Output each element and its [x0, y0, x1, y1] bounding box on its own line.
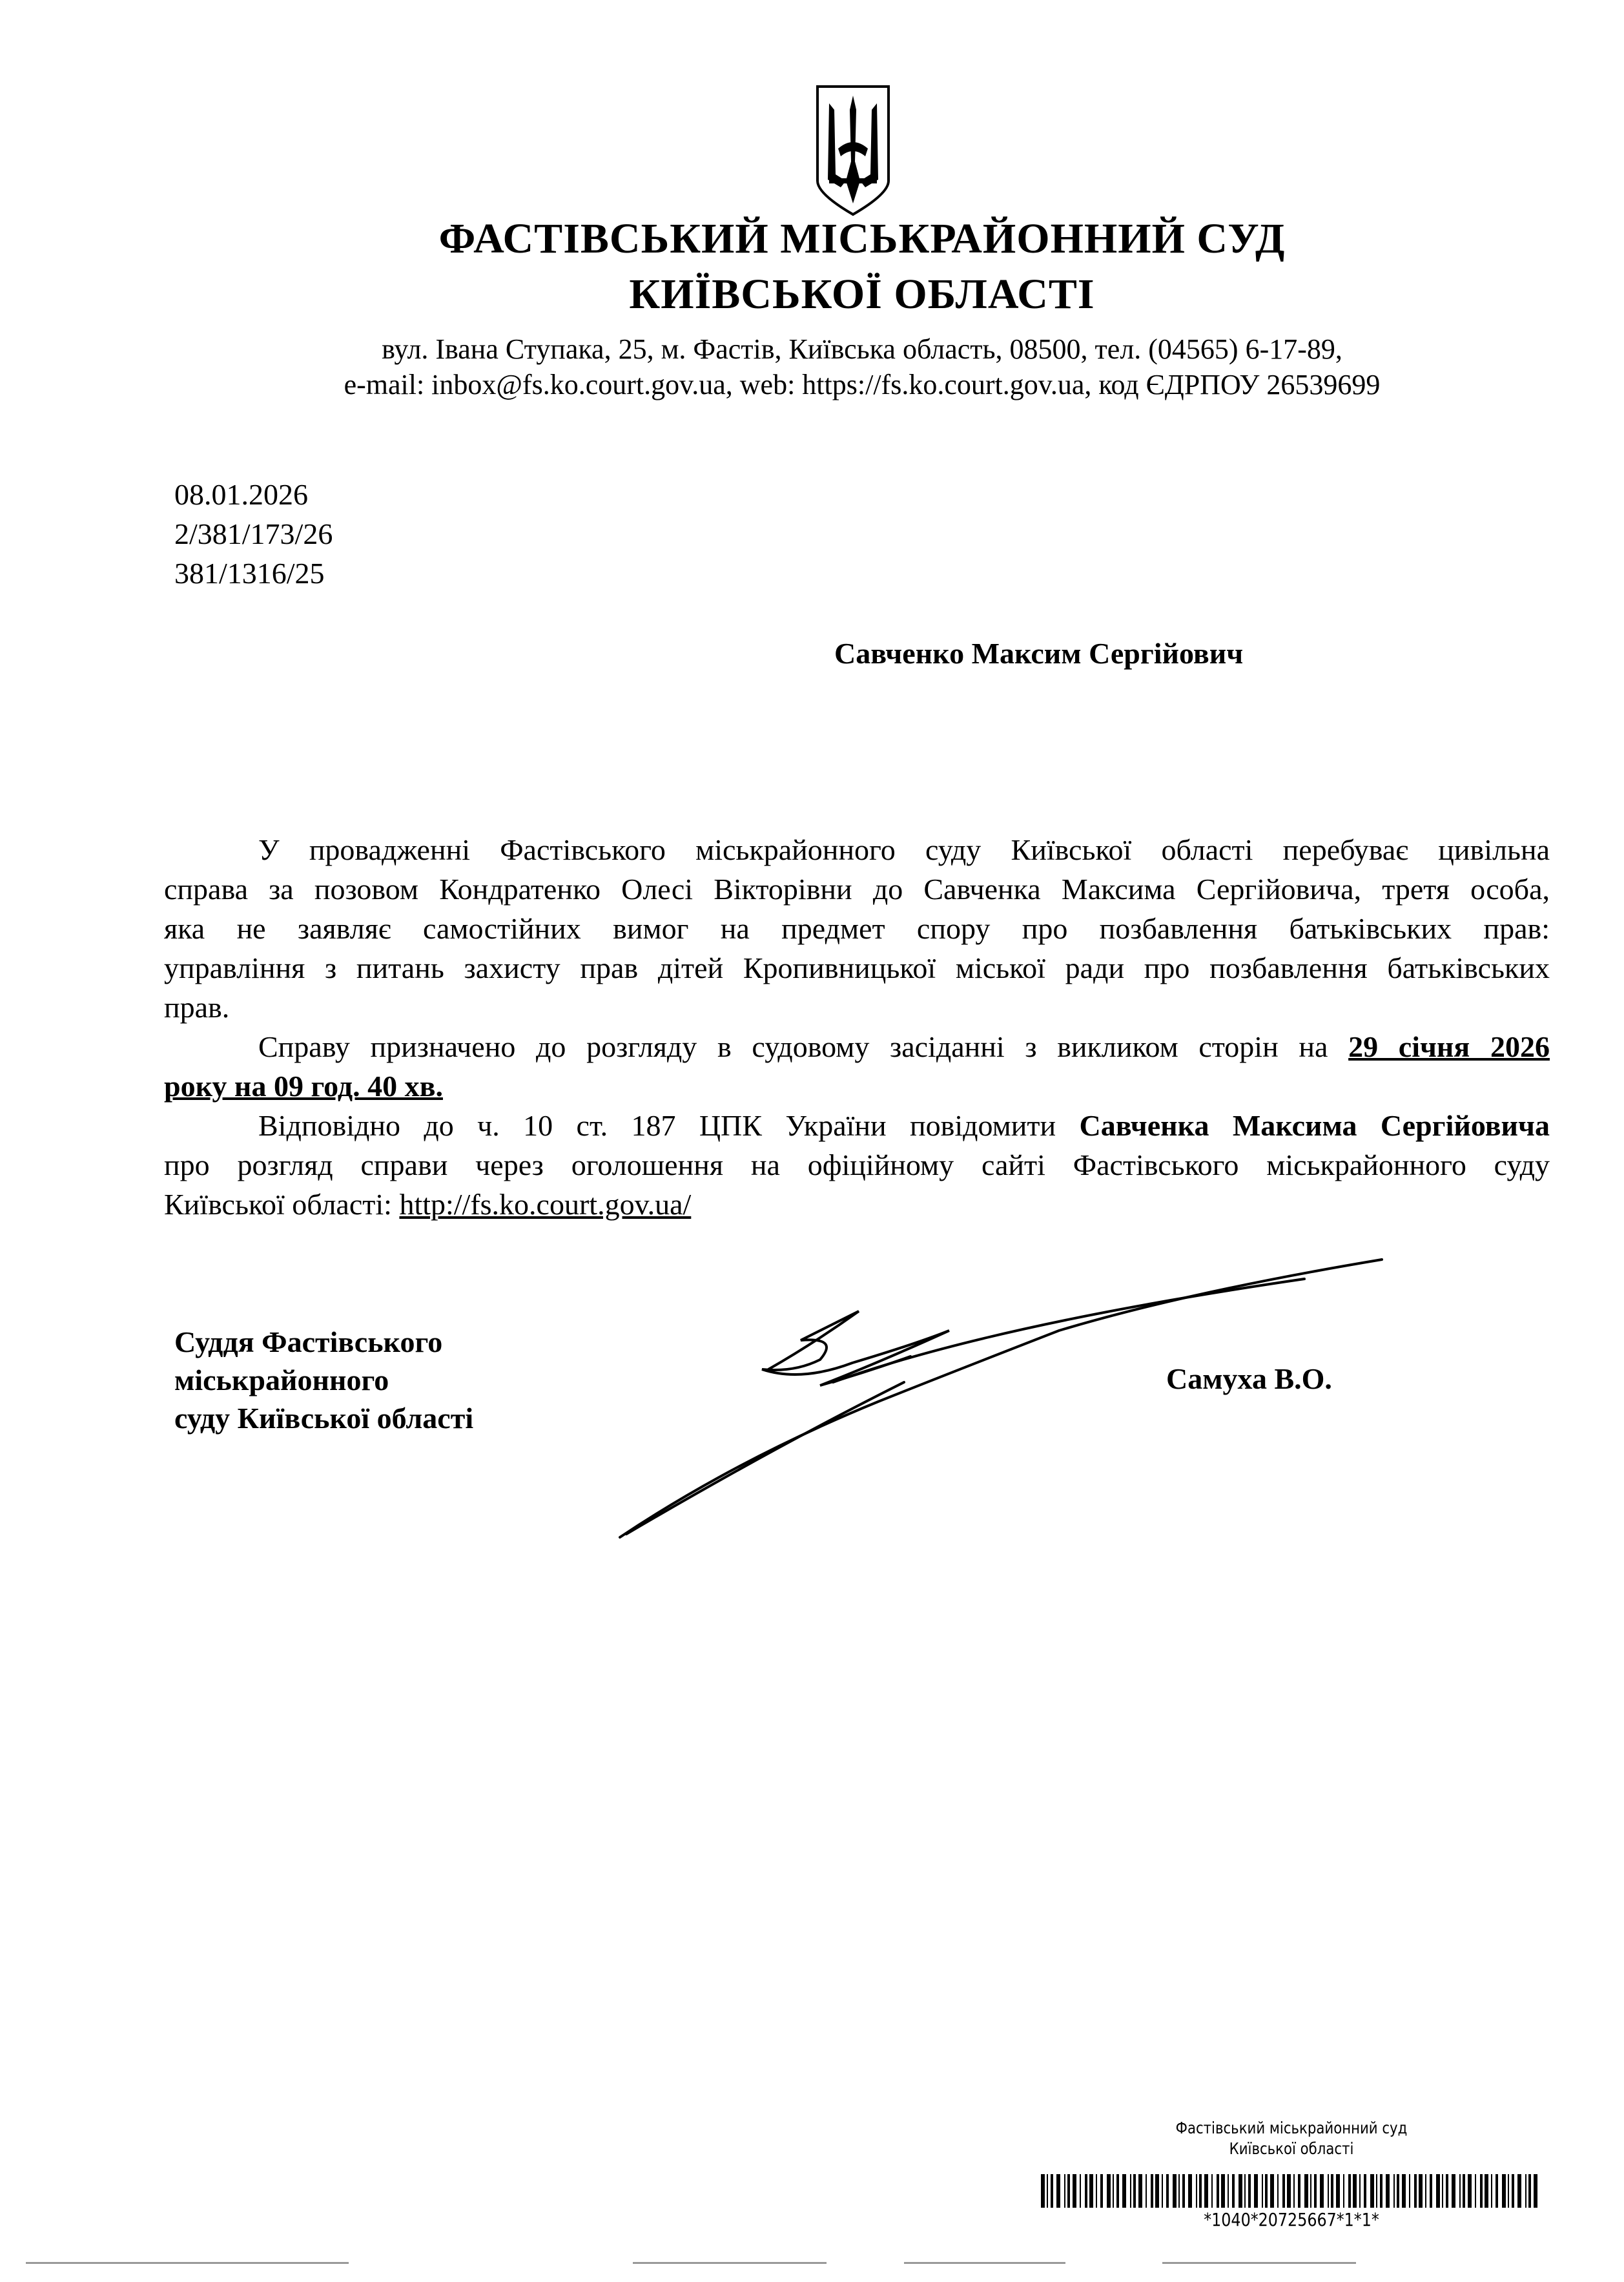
- barcode-bar: [1463, 2174, 1465, 2208]
- barcode-bar: [1080, 2174, 1081, 2208]
- barcode-bar: [1204, 2174, 1208, 2208]
- barcode-bar: [1262, 2174, 1263, 2208]
- barcode-bar: [1336, 2174, 1340, 2208]
- barcode-bar: [1328, 2174, 1329, 2208]
- court-region: КИЇВСЬКОЇ ОБЛАСТІ: [629, 271, 1095, 318]
- barcode-bar: [1199, 2174, 1202, 2208]
- barcode-bar: [1359, 2174, 1361, 2208]
- barcode-bar: [1282, 2174, 1285, 2208]
- barcode-bar: [1116, 2174, 1119, 2208]
- body-line: про розгляд справи через оголошення на офіційному сайті Фастівського міськрайонного суду: [164, 1148, 1550, 1181]
- hearing-text: Справу призначено до розгляду в судовому засіданні з викликом сторін на: [258, 1030, 1328, 1063]
- barcode-bar: [1239, 2174, 1242, 2208]
- barcode-bar: [1402, 2174, 1406, 2208]
- scan-artifact-line: [1162, 2262, 1356, 2264]
- court-website-link[interactable]: http://fs.ko.court.gov.ua/: [399, 1188, 692, 1221]
- court-name: ФАСТІВСЬКИЙ МІСЬКРАЙОННИЙ СУД: [438, 215, 1286, 262]
- barcode-bar: [1343, 2174, 1344, 2208]
- body-line: [164, 1027, 1550, 1066]
- barcode-bar: [1146, 2174, 1147, 2208]
- barcode-bar: [1496, 2174, 1498, 2208]
- coat-of-arms-icon: [815, 84, 891, 216]
- barcode-bar: [1502, 2174, 1506, 2208]
- barcode-icon: [1041, 2174, 1543, 2208]
- region-text: Київської області:: [164, 1188, 392, 1221]
- barcode-bar: [1376, 2174, 1377, 2208]
- barcode-bar: [1041, 2174, 1045, 2208]
- body-line: яка не заявляє самостійних вимог на предмет спору про позбавлення батьківських прав:: [164, 912, 1550, 945]
- barcode-bar: [1287, 2174, 1291, 2208]
- barcode-bar: [1138, 2174, 1142, 2208]
- barcode-bar: [1409, 2174, 1410, 2208]
- scan-artifact-line: [26, 2262, 349, 2264]
- barcode-bar: [1089, 2174, 1093, 2208]
- barcode-bar: [1056, 2174, 1060, 2208]
- barcode-bar: [1364, 2174, 1366, 2208]
- barcode-bar: [1051, 2174, 1053, 2208]
- letter-body: [164, 830, 1550, 1224]
- barcode-bar: [1528, 2174, 1531, 2208]
- body-line: [164, 1185, 1550, 1224]
- scan-artifact-line: [904, 2262, 1065, 2264]
- court-address: вул. Івана Ступака, 25, м. Фастів, Київська область, 08500, тел. (04565) 6-17-89,: [382, 333, 1342, 365]
- barcode-bar: [1442, 2174, 1443, 2208]
- barcode-bar: [1151, 2174, 1153, 2208]
- court-contacts: e-mail: inbox@fs.ko.court.gov.ua, web: https://fs.ko.court.gov.ua, код ЄДРПОУ 26539699: [344, 369, 1381, 400]
- barcode-bar: [1182, 2174, 1185, 2208]
- barcode-bar: [1485, 2174, 1488, 2208]
- barcode-bar: [1430, 2174, 1432, 2208]
- body-line: [164, 1106, 1550, 1145]
- barcode-bar: [1085, 2174, 1087, 2208]
- handwritten-signature: [607, 1253, 1401, 1550]
- position-line: Суддя Фастівського: [174, 1325, 443, 1358]
- barcode-bar: [1196, 2174, 1197, 2208]
- barcode-bar: [1314, 2174, 1317, 2208]
- barcode-bar: [1446, 2174, 1448, 2208]
- addressee: Савченко Максим Сергійович: [834, 637, 1244, 670]
- barcode-bar: [1228, 2174, 1229, 2208]
- barcode-bar: [1436, 2174, 1440, 2208]
- barcode-bar: [1100, 2174, 1103, 2208]
- stamp-court-region: Київської області: [1229, 2139, 1354, 2158]
- body-line: справа за позовом Кондратенко Олесі Вікторівни до Савченка Максима Сергійовича, третя особа,: [164, 873, 1550, 906]
- case-number: 381/1316/25: [174, 557, 325, 590]
- stamp-court-name: Фастівський міськрайонний суд: [1175, 2119, 1408, 2137]
- barcode-bar: [1270, 2174, 1274, 2208]
- document-refs: [174, 475, 333, 593]
- barcode-bar: [1491, 2174, 1492, 2208]
- barcode-bar: [1232, 2174, 1235, 2208]
- barcode-bar: [1107, 2174, 1111, 2208]
- hearing-date: 29 січня 2026: [1348, 1030, 1550, 1063]
- barcode-bar: [1166, 2174, 1169, 2208]
- barcode-bar: [1534, 2174, 1537, 2208]
- barcode-bar: [1304, 2174, 1308, 2208]
- position-line: міськрайонного: [174, 1364, 389, 1396]
- barcode-bar: [1277, 2174, 1279, 2208]
- barcode-bar: [1188, 2174, 1192, 2208]
- barcode-bar: [1130, 2174, 1131, 2208]
- barcode-bar: [1468, 2174, 1472, 2208]
- body-line: управління з питань захисту прав дітей Кропивницької міської ради про позбавлення батьківських: [164, 951, 1550, 984]
- barcode-bar: [1393, 2174, 1395, 2208]
- barcode-bar: [1512, 2174, 1514, 2208]
- outgoing-number: 2/381/173/26: [174, 517, 333, 550]
- body-line: прав.: [164, 991, 230, 1024]
- barcode-bar: [1353, 2174, 1357, 2208]
- barcode-bar: [1064, 2174, 1065, 2208]
- barcode-bar: [1397, 2174, 1399, 2208]
- barcode-bar: [1073, 2174, 1076, 2208]
- barcode-bar: [1475, 2174, 1476, 2208]
- barcode-bar: [1293, 2174, 1295, 2208]
- barcode-bar: [1414, 2174, 1417, 2208]
- barcode-bar: [1173, 2174, 1177, 2208]
- barcode-bar: [1331, 2174, 1333, 2208]
- barcode-bar: [1047, 2174, 1048, 2208]
- defendant-name: Савченка Максима Сергійовича: [1079, 1109, 1550, 1142]
- judge-name: Самуха В.О.: [1166, 1362, 1332, 1395]
- barcode-bar: [1248, 2174, 1251, 2208]
- barcode-bar: [1244, 2174, 1246, 2208]
- barcode-bar: [1122, 2174, 1126, 2208]
- barcode-bar: [1067, 2174, 1070, 2208]
- barcode-bar: [1162, 2174, 1163, 2208]
- barcode-bar: [1133, 2174, 1136, 2208]
- barcode-bar: [1217, 2174, 1219, 2208]
- barcode-bar: [1370, 2174, 1374, 2208]
- barcode-bar: [1211, 2174, 1213, 2208]
- position-line: суду Київської області: [174, 1402, 474, 1435]
- barcode-bar: [1221, 2174, 1225, 2208]
- barcode-bar: [1508, 2174, 1509, 2208]
- hearing-time: року на 09 год. 40 хв.: [164, 1070, 443, 1103]
- barcode-bar: [1254, 2174, 1258, 2208]
- barcode-bar: [1525, 2174, 1526, 2208]
- barcode-bar: [1480, 2174, 1483, 2208]
- barcode-bar: [1310, 2174, 1311, 2208]
- judge-position: [174, 1323, 473, 1437]
- body-line: У провадженні Фастівського міськрайонного суду Київської області перебуває цивільна: [258, 833, 1550, 866]
- barcode-bar: [1380, 2174, 1382, 2208]
- document-date: 08.01.2026: [174, 478, 308, 511]
- barcode-bar: [1459, 2174, 1461, 2208]
- barcode-bar: [1155, 2174, 1159, 2208]
- scan-artifact-line: [633, 2262, 827, 2264]
- barcode-bar: [1178, 2174, 1180, 2208]
- barcode-bar: [1320, 2174, 1324, 2208]
- barcode-number: *1040*20725667*1*1*: [1204, 2209, 1379, 2230]
- barcode-bar: [1348, 2174, 1351, 2208]
- barcode-bar: [1096, 2174, 1097, 2208]
- notice-text: Відповідно до ч. 10 ст. 187 ЦПК України повідомити: [258, 1109, 1056, 1142]
- barcode-bar: [1265, 2174, 1268, 2208]
- barcode-bar: [1452, 2174, 1455, 2208]
- barcode-bar: [1386, 2174, 1390, 2208]
- barcode-bar: [1298, 2174, 1300, 2208]
- barcode-bar: [1425, 2174, 1426, 2208]
- barcode-bar: [1517, 2174, 1521, 2208]
- barcode-bar: [1113, 2174, 1114, 2208]
- barcode-bar: [1419, 2174, 1423, 2208]
